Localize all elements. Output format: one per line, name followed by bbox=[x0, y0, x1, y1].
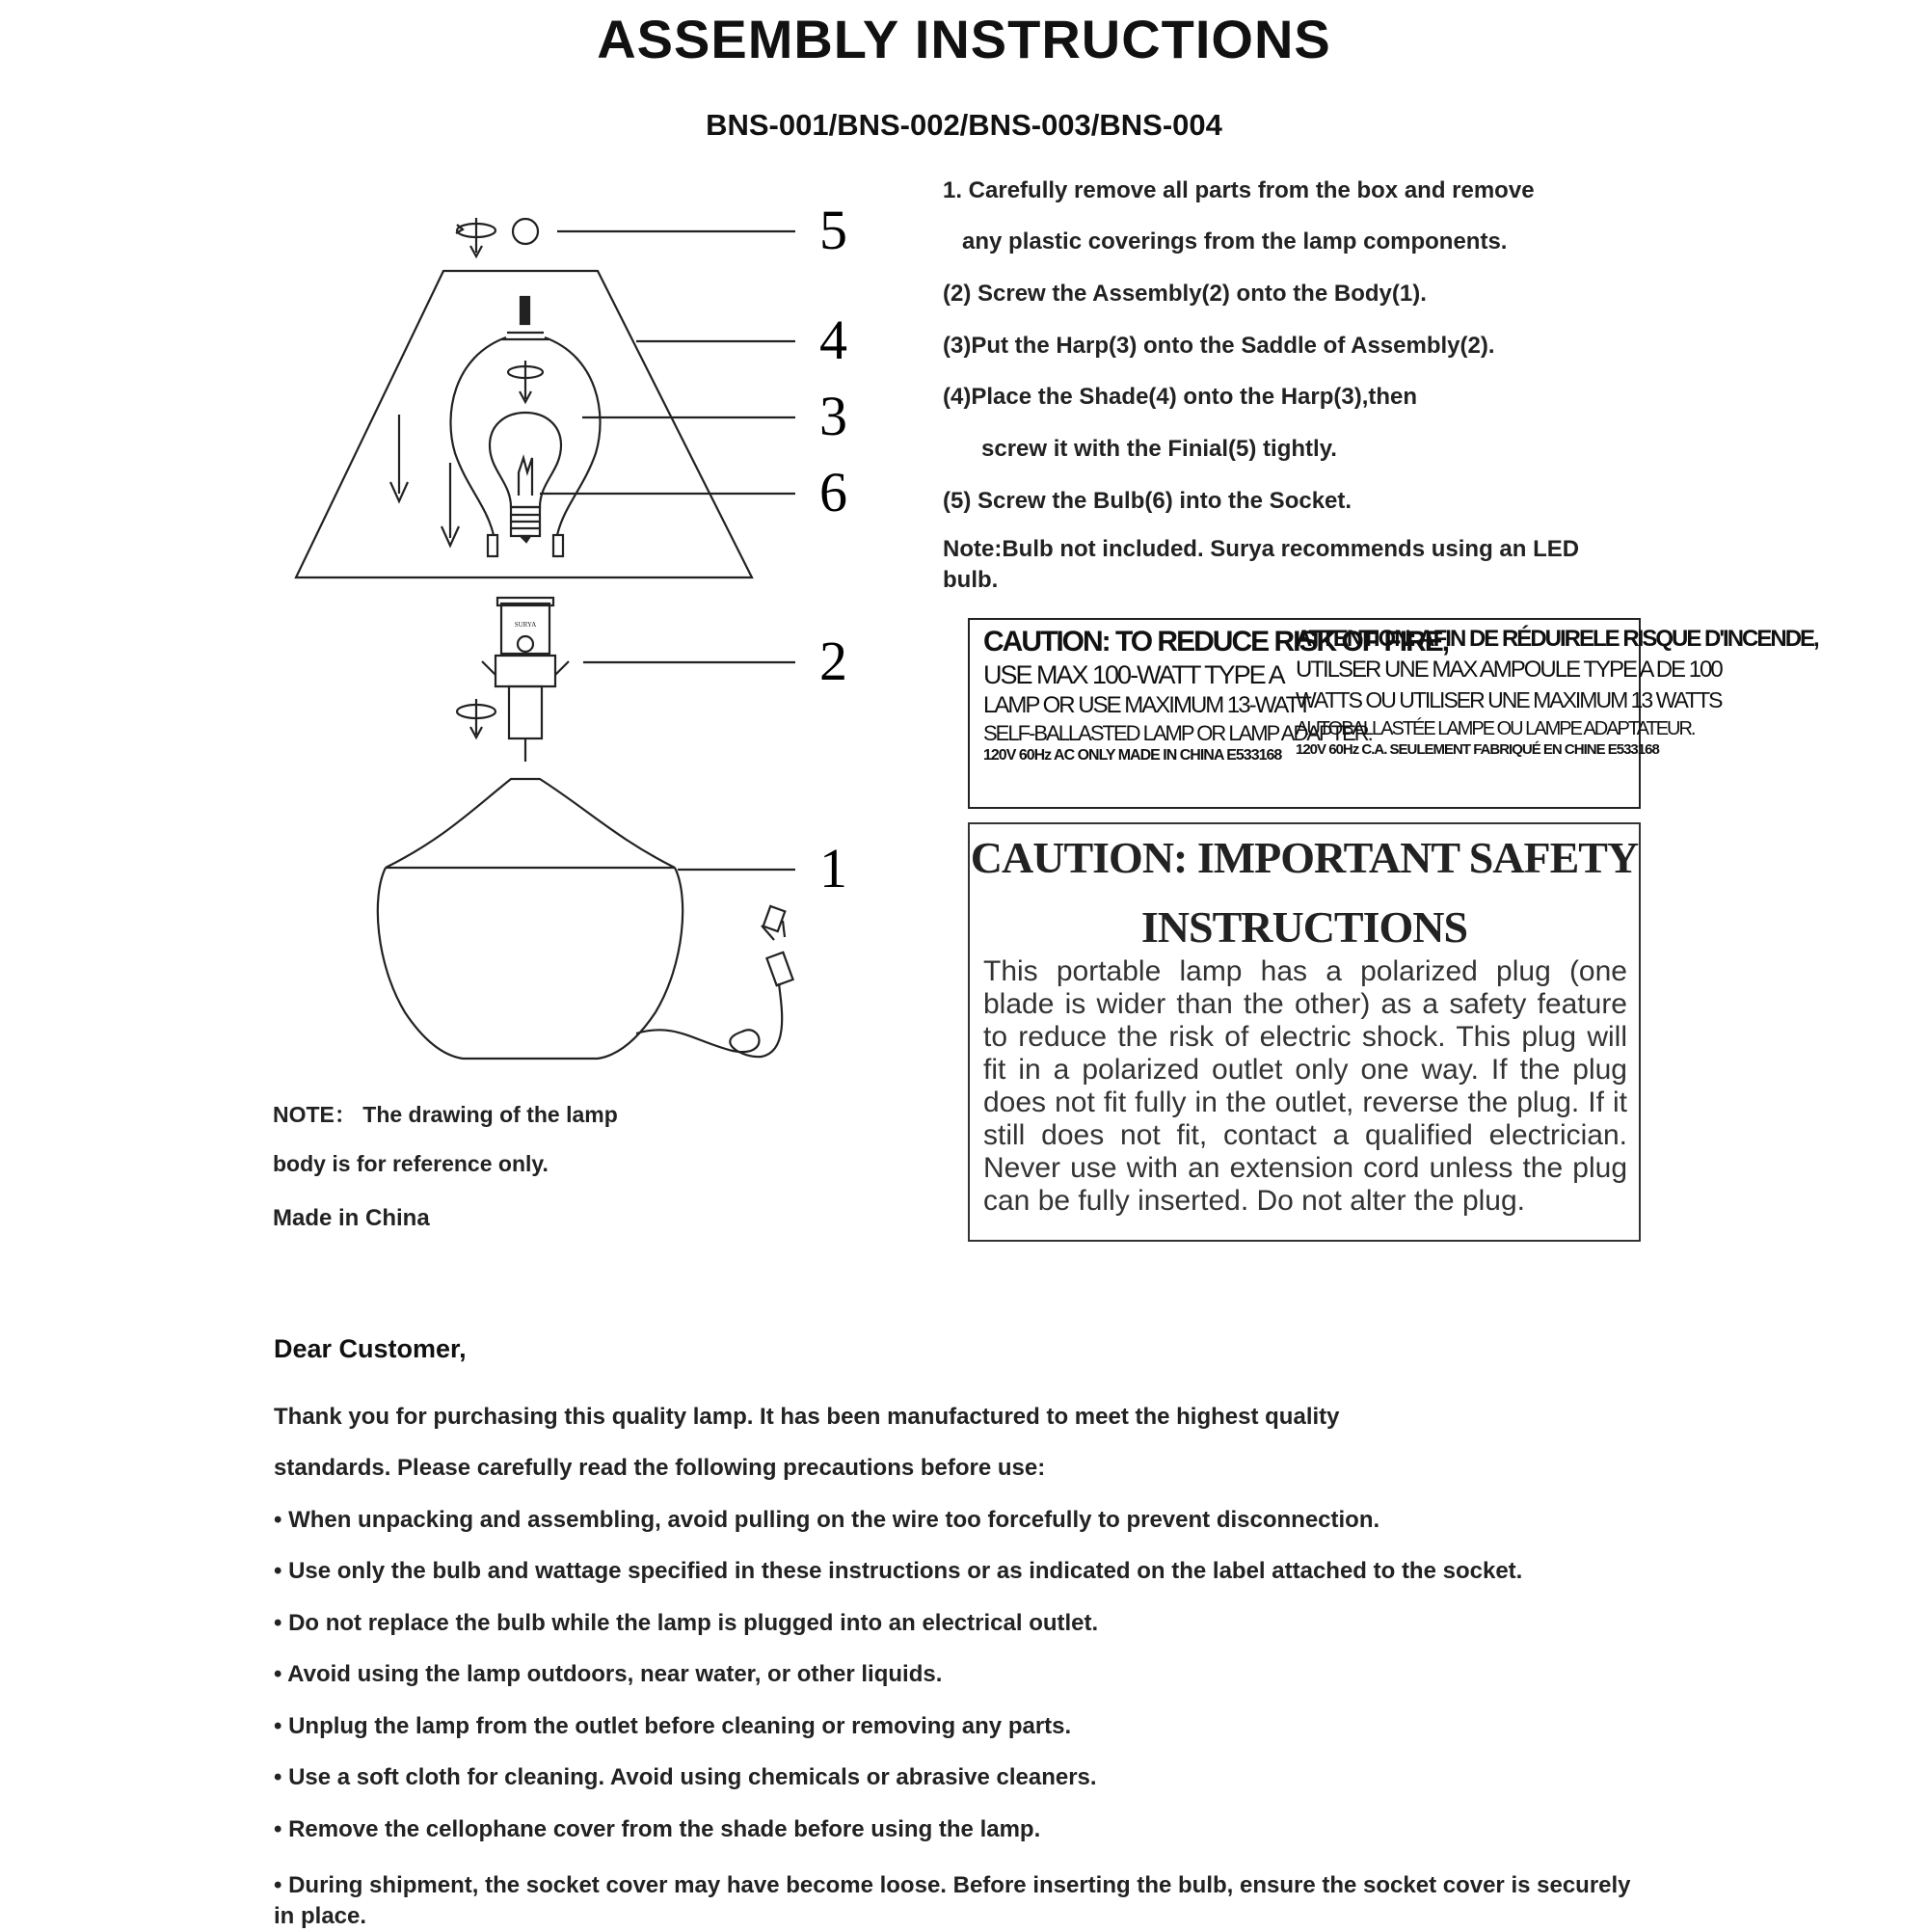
precaution-item: • Avoid using the lamp outdoors, near water, or other liquids. bbox=[274, 1661, 943, 1687]
harp-right bbox=[545, 337, 601, 535]
precaution-item: • Remove the cellophane cover from the shade before using the lamp. bbox=[274, 1816, 1041, 1842]
precaution-item: • Do not replace the bulb while the lamp is plugged into an electrical outlet. bbox=[274, 1610, 1099, 1636]
caution-fr-line: AUTOBALLASTÉE LAMPE OU LAMPE ADAPTATEUR. bbox=[1296, 718, 1695, 739]
rotate-icon-2 bbox=[457, 699, 495, 738]
precaution-item: • Use a soft cloth for cleaning. Avoid using chemicals or abrasive cleaners. bbox=[274, 1764, 1097, 1790]
power-cord bbox=[636, 906, 793, 1057]
precaution-item: • When unpacking and assembling, avoid pulling on the wire too forcefully to prevent disconnection. bbox=[274, 1507, 1380, 1533]
part-number-1: 1 bbox=[819, 837, 847, 899]
caution-fr-line: ATTENTION: AFIN DE RÉDUIRELE RISQUE D'INCENDE, bbox=[1296, 626, 1818, 652]
caution-en-line: SELF-BALLASTED LAMP OR LAMP ADAPTER. bbox=[983, 721, 1372, 745]
part-number-6: 6 bbox=[819, 461, 847, 523]
precaution-item: • Unplug the lamp from the outlet before cleaning or removing any parts. bbox=[274, 1713, 1072, 1739]
down-arrow-icon bbox=[390, 415, 459, 546]
step-4-line-2: screw it with the Finial(5) tightly. bbox=[943, 436, 1337, 462]
lamp-exploded-diagram bbox=[270, 183, 868, 1070]
harp-left bbox=[450, 337, 506, 535]
precaution-item: • Use only the bulb and wattage specified in these instructions or as indicated on the label attached to the socket. bbox=[274, 1558, 1523, 1584]
caution-label bbox=[968, 618, 1818, 809]
finial-rotate-icon bbox=[456, 218, 495, 256]
safety-body: This portable lamp has a polarized plug (one blade is wider than the other) as a safety feature to reduce the risk of electric shock. This plug will fit in a polarized outlet only one way. If the plug does not fit fully in the outlet, reverse the plug. If it still does not fit, contact a qualified electrician. Never use with an extension cord unless the plug can be fully inserted. Do not alter the plug. bbox=[983, 955, 1627, 1217]
caution-fr-line: UTILSER UNE MAX AMPOULE TYPE A DE 100 bbox=[1296, 657, 1722, 683]
part-number-4: 4 bbox=[819, 309, 847, 371]
caution-fr-line: 120V 60Hz C.A. SEULEMENT FABRIQUÉ EN CHINE E533168 bbox=[1296, 741, 1659, 758]
part-number-5: 5 bbox=[819, 199, 847, 261]
lamp-body bbox=[378, 779, 683, 1059]
precaution-item: • During shipment, the socket cover may have become loose. Before inserting the bulb, ensure the socket cover is securely in place. bbox=[274, 1872, 1631, 1929]
intro-line: standards. Please carefully read the following precautions before use: bbox=[274, 1455, 1046, 1481]
caution-en-line: USE MAX 100-WATT TYPE A bbox=[983, 660, 1284, 689]
caution-label-french bbox=[1296, 628, 1818, 757]
step-3: (3)Put the Harp(3) onto the Saddle of Assembly(2). bbox=[943, 333, 1495, 359]
bulb-part bbox=[490, 413, 561, 542]
diagram-note: NOTE： The drawing of the lamp bbox=[273, 1102, 618, 1127]
greeting: Dear Customer, bbox=[274, 1334, 467, 1363]
diagram-note-2: body is for reference only. bbox=[273, 1151, 549, 1176]
socket-brand: SURYA bbox=[514, 621, 537, 629]
safety-instructions-box bbox=[968, 822, 1641, 1242]
caution-en-line: 120V 60Hz AC ONLY MADE IN CHINA E533168 bbox=[983, 747, 1282, 764]
caution-en-line: LAMP OR USE MAXIMUM 13-WATT bbox=[983, 692, 1310, 718]
safety-title-2: INSTRUCTIONS bbox=[1140, 902, 1468, 952]
step-1-line-1: 1. Carefully remove all parts from the box and remove bbox=[943, 177, 1535, 203]
rotate-icon bbox=[508, 361, 543, 402]
step-4-line-1: (4)Place the Shade(4) onto the Harp(3),then bbox=[943, 384, 1418, 410]
model-numbers: BNS-001/BNS-002/BNS-003/BNS-004 bbox=[706, 108, 1222, 142]
intro-line: Thank you for purchasing this quality lamp. It has been manufactured to meet the highest quality bbox=[274, 1404, 1340, 1430]
caution-en-line: CAUTION: TO REDUCE RISK OF FIRE, bbox=[983, 626, 1449, 657]
part-number-2: 2 bbox=[819, 630, 847, 692]
step-5: (5) Screw the Bulb(6) into the Socket. bbox=[943, 488, 1352, 514]
step-1-line-2: any plastic coverings from the lamp components. bbox=[943, 228, 1508, 255]
safety-title: CAUTION: IMPORTANT SAFETY bbox=[970, 833, 1639, 882]
page-title: ASSEMBLY INSTRUCTIONS bbox=[597, 9, 1331, 69]
made-in: Made in China bbox=[273, 1205, 430, 1231]
caution-fr-line: WATTS OU UTILISER UNE MAXIMUM 13 WATTS bbox=[1296, 687, 1722, 712]
bulb-note: Note:Bulb not included. Surya recommends using an LED bulb. bbox=[943, 536, 1580, 593]
finial-part bbox=[513, 219, 538, 244]
part-number-3: 3 bbox=[819, 385, 847, 447]
step-2: (2) Screw the Assembly(2) onto the Body(1). bbox=[943, 281, 1427, 307]
